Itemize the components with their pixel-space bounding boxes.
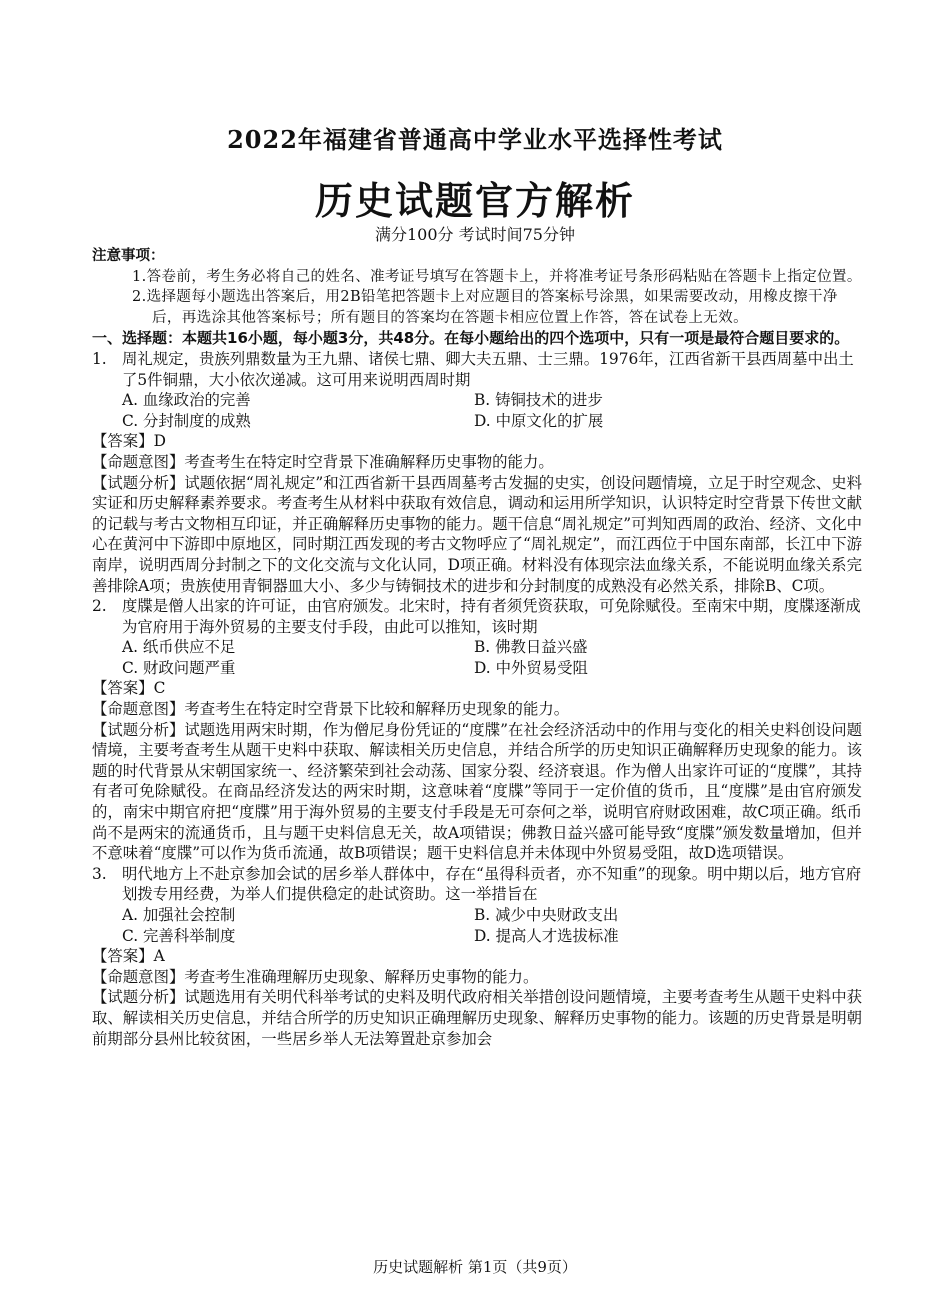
intent: 【命题意图】考查考生在特定时空背景下准确解释历史事物的能力。 (92, 452, 554, 471)
page-footer: 历史试题解析 第1页（共9页） (373, 1258, 577, 1276)
option-c: C. 分封制度的成熟 (122, 411, 251, 430)
answer: 【答案】C (92, 679, 166, 698)
question-number: 3. (92, 864, 107, 883)
question-1 (92, 349, 862, 390)
answer: 【答案】A (92, 947, 165, 966)
option-d: D. 中原文化的扩展 (474, 411, 604, 430)
option-b: B. 减少中央财政支出 (474, 906, 619, 924)
analysis: 【试题分析】试题选用两宋时期，作为僧尼身份凭证的“度牒”在社会经济活动中的作用与变化的相关史料创设问题情境，主要考查考生从题干史料中获取、解读相关历史信息，并结合所学的历史知识正确解释历史现象的能力。该题的时代背景从宋朝国家统一、经济繁荣到社会动荡、国家分裂、经济衰退。作为僧人出家许可证的“度牒”，其持有者可免除赋役。在商品经济发达的两宋时期，这意味着“度牒”等同于一定价值的货币，且“度牒”是由官府颁发的，南宋中期官府把“度牒”用于海外贸易的主要支付手段是无可奈何之举，说明官府财政困难，故C项正确。纸币尚不是两宋的流通货币，且与题干史料信息无关，故A项错误；佛教日益兴盛可能导致“度牒”颁发数量增加，但并不意味着“度牒”可以作为货币流通，故B项错误；题干史料信息并未体现中外贸易受阻，故D选项错误。 (92, 720, 862, 863)
question-2 (92, 596, 862, 637)
options-3 (92, 905, 862, 946)
question-stem: 度牒是僧人出家的许可证，由官府颁发。北宋时，持有者须凭资获取，可免除赋役。至南宋中期，度牒逐渐成为官府用于海外贸易的主要支付手段，由此可以推知，该时期 (122, 597, 861, 636)
option-d: D. 提高人才选拔标准 (474, 926, 619, 945)
question-number: 2. (92, 597, 107, 616)
section-heading: 一、选择题：本题共16小题，每小题3分，共48分。在每小题给出的四个选项中，只有一项是最符合题目要求的。 (92, 329, 850, 348)
question-stem: 周礼规定，贵族列鼎数量为王九鼎、诸侯七鼎、卿大夫五鼎、士三鼎。1976年，江西省新干县西周墓中出土了5件铜鼎，大小依次递减。这可用来说明西周时期 (122, 349, 854, 389)
answer: 【答案】D (92, 432, 166, 451)
exam-meta: 满分100分 考试时间75分钟 (375, 225, 575, 244)
question-3 (92, 864, 862, 905)
option-b: B. 佛教日益兴盛 (474, 638, 588, 657)
notice-item: 1.答卷前，考生务必将自己的姓名、准考证号填写在答题卡上，并将准考证号条形码粘贴在答题卡上指定位置。 (132, 268, 862, 285)
option-a: A. 血缘政治的完善 (122, 391, 251, 410)
option-d: D. 中外贸易受阻 (474, 658, 588, 677)
exam-title: 2022年福建省普通高中学业水平选择性考试 (227, 125, 723, 154)
options-2 (92, 637, 862, 678)
options-1 (92, 390, 862, 431)
notice-title: 注意事项： (92, 248, 165, 264)
question-stem: 明代地方上不赴京参加会试的居乡举人群体中，存在“虽得科贡者，亦不知重”的现象。明中期以后，地方官府划拨专用经费，为举人们提供稳定的赴试资助。这一举措旨在 (122, 864, 862, 904)
option-c: C. 财政问题严重 (122, 658, 236, 677)
document-body (92, 246, 862, 1049)
intent: 【命题意图】考查考生准确理解历史现象、解释历史事物的能力。 (92, 967, 539, 986)
analysis: 【试题分析】试题依据“周礼规定”和江西省新干县西周墓考古发掘的史实，创设问题情境，立足于时空观念、史料实证和历史解释素养要求。考查考生从材料中获取有效信息，调动和运用所学知识，认识特定时空背景下传世文献的记载与考古文物相互印证，并正确解释历史事物的能力。题干信息“周礼规定”可判知西周的政治、经济、文化中心在黄河中下游即中原地区，同时期江西发现的考古文物呼应了“周礼规定”，而江西位于中国东南部，长江中下游南岸，说明西周分封制之下的文化交流与文化认同，D项正确。材料没有体现宗法血缘关系，不能说明血缘关系完善排除A项；贵族使用青铜器皿大小、多少与铸铜技术的进步和分封制度的成熟没有必然关系，排除B、C项。 (92, 473, 862, 595)
analysis: 【试题分析】试题选用有关明代科举考试的史料及明代政府相关举措创设问题情境，主要考查考生从题干史料中获取、解读相关历史信息，并结合所学的历史知识正确理解历史现象、解释历史事物的能力。该题的历史背景是明朝前期部分县州比较贫困，一些居乡举人无法筹置赴京参加会 (92, 988, 862, 1048)
notice-item: 2.选择题每小题选出答案后，用2B铅笔把答题卡上对应题目的答案标号涂黑，如果需要改动，用橡皮擦干净后，再选涂其他答案标号；所有题目的答案均在答题卡相应位置上作答，答在试卷上无效。 (132, 289, 838, 326)
option-a: A. 加强社会控制 (122, 906, 236, 924)
option-a: A. 纸币供应不足 (122, 638, 236, 657)
intent: 【命题意图】考查考生在特定时空背景下比较和解释历史现象的能力。 (92, 700, 570, 719)
option-c: C. 完善科举制度 (122, 926, 236, 945)
question-number: 1. (92, 349, 107, 368)
page-title: 历史试题官方解析 (314, 179, 635, 223)
option-b: B. 铸铜技术的进步 (474, 391, 603, 410)
